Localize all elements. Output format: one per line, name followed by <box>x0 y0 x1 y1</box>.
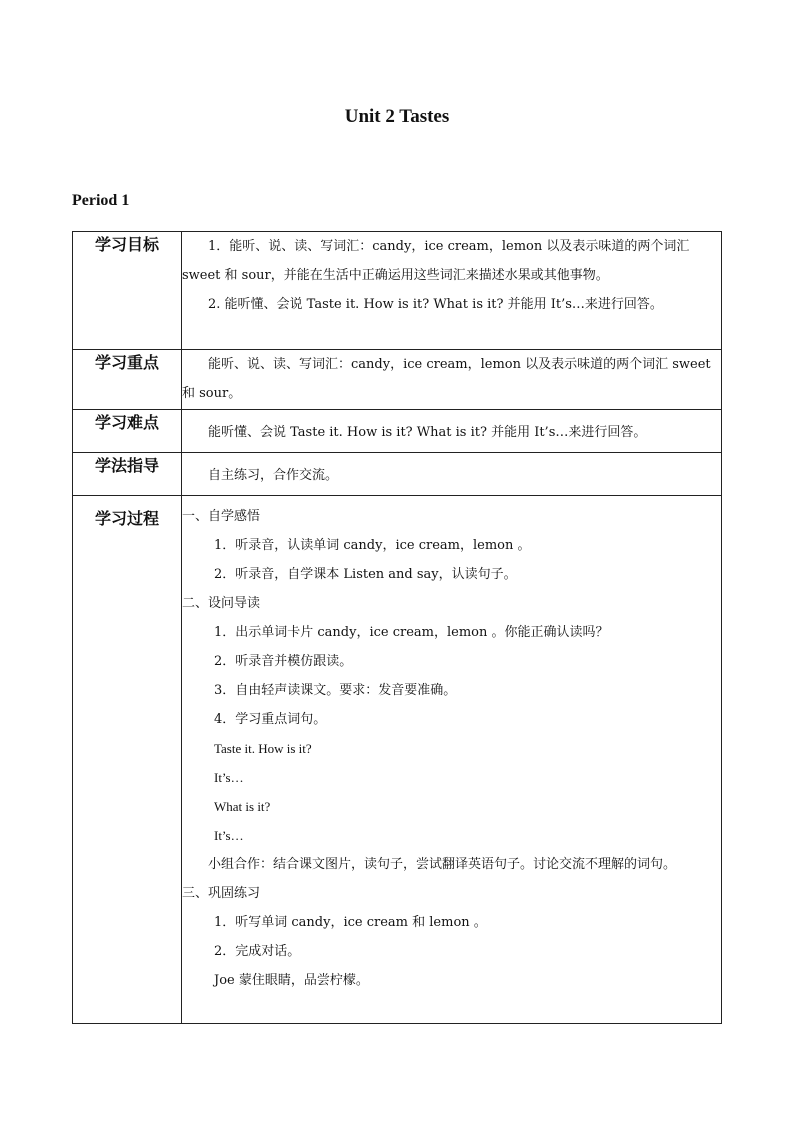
process-item: 2．完成对话。 <box>214 944 301 959</box>
process-item: 3．自由轻声读课文。要求：发音要准确。 <box>214 683 457 698</box>
row-learning-process <box>73 496 722 1024</box>
english-sentence: It’s… <box>214 770 244 785</box>
label-learning-process: 学习过程 <box>73 496 182 1024</box>
process-item: 1．听写单词 candy，ice cream 和 lemon 。 <box>214 915 487 930</box>
goal-line-2: 2. 能听懂、会说 Taste it. How is it? What is it? 并能用 It’s…来进行回答。 <box>208 297 663 312</box>
content-learning-process <box>182 496 722 1024</box>
key-line-1: 能听、说、读、写词汇：candy，ice cream，lemon 以及表示味道的两个词汇 sweet 和 sour。 <box>182 357 711 401</box>
label-method: 学法指导 <box>73 453 182 496</box>
group-work-text: 小组合作：结合课文图片，读句子，尝试翻译英语句子。讨论交流不理解的词句。 <box>208 857 677 872</box>
content-key-point <box>182 350 722 410</box>
content-difficult-point <box>182 410 722 453</box>
goal-line-1: 1．能听、说、读、写词汇：candy，ice cream，lemon 以及表示味道的两个词汇 sweet 和 sour，并能在生活中正确运用这些词汇来描述水果或其他事物。 <box>182 239 690 283</box>
row-difficult-point <box>73 410 722 453</box>
section-heading-2: 二、设问导读 <box>182 596 261 611</box>
english-sentence: What is it? <box>214 799 271 814</box>
lesson-plan-table <box>72 231 722 1024</box>
method-line-1: 自主练习，合作交流。 <box>208 468 339 483</box>
difficult-line-1: 能听懂、会说 Taste it. How is it? What is it? 并能用 It’s…来进行回答。 <box>208 425 647 440</box>
content-method <box>182 453 722 496</box>
section-heading-1: 一、自学感悟 <box>182 509 261 524</box>
label-key-point: 学习重点 <box>73 350 182 410</box>
row-method <box>73 453 722 496</box>
process-item: 1．出示单词卡片 candy，ice cream，lemon 。你能正确认读吗？ <box>214 625 609 640</box>
english-sentence: Taste it. How is it? <box>214 741 312 756</box>
process-item: 1．听录音，认读单词 candy，ice cream，lemon 。 <box>214 538 531 553</box>
label-difficult-point: 学习难点 <box>73 410 182 453</box>
english-sentence: It’s… <box>214 828 244 843</box>
process-item: 2．听录音并模仿跟读。 <box>214 654 353 669</box>
section-heading-3: 三、巩固练习 <box>182 886 261 901</box>
content-learning-goal <box>182 232 722 350</box>
document-title: Unit 2 Tastes <box>344 106 450 127</box>
process-item: Joe 蒙住眼睛，品尝柠檬。 <box>214 973 369 988</box>
row-learning-goal <box>73 232 722 350</box>
row-key-point <box>73 350 722 410</box>
period-heading: Period 1 <box>72 192 130 209</box>
process-item: 2．听录音，自学课本 Listen and say，认读句子。 <box>214 567 517 582</box>
label-learning-goal: 学习目标 <box>73 232 182 350</box>
process-item: 4．学习重点词句。 <box>214 712 327 727</box>
